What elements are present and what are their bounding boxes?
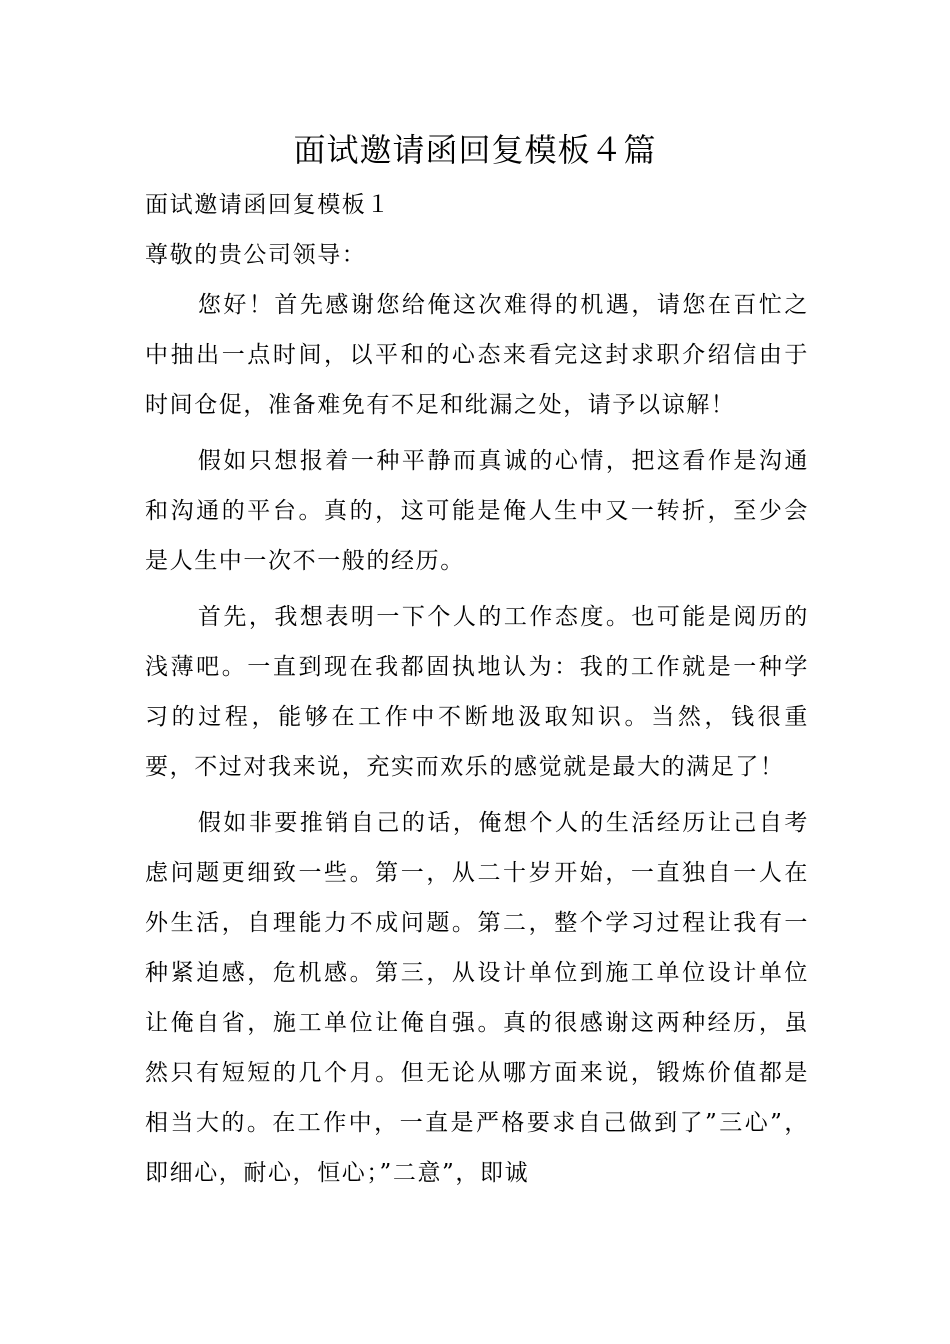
paragraph: 假如非要推销自己的话，俺想个人的生活经历让己自考虑问题更细致一些。第一，从二十岁开始，一直独自一人在外生活，自理能力不成问题。第二，整个学习过程让我有一种紧迫感，危机感。第三，从设计单位到施工单位设计单位让俺自省，施工单位让俺自强。真的很感谢这两种经历，虽然只有短短的几个月。但无论从哪方面来说，锻炼价值都是相当大的。在工作中，一直是严格要求自己做到了”三心”，即细心，耐心，恒心；”二意”，即诚: [145, 810, 809, 1186]
salutation: 尊敬的贵公司领导：: [145, 242, 367, 268]
paragraph: 您好！首先感谢您给俺这次难得的机遇，请您在百忙之中抽出一点时间，以平和的心态来看完这封求职介绍信由于时间仓促，准备难免有不足和纰漏之处，请予以谅解！: [145, 292, 809, 418]
document-subtitle: 面试邀请函回复模板１: [145, 192, 391, 218]
document-body: [145, 180, 809, 1198]
document-title: 面试邀请函回复模板４篇: [293, 131, 657, 169]
paragraph: 首先，我想表明一下个人的工作态度。也可能是阅历的浅薄吧。一直到现在我都固执地认为：我的工作就是一种学习的过程，能够在工作中不断地汲取知识。当然，钱很重要，不过对我来说，充实而欢乐的感觉就是最大的满足了！: [145, 604, 809, 780]
paragraph: 假如只想报着一种平静而真诚的心情，把这看作是沟通和沟通的平台。真的，这可能是俺人生中又一转折，至少会是人生中一次不一般的经历。: [145, 448, 809, 574]
